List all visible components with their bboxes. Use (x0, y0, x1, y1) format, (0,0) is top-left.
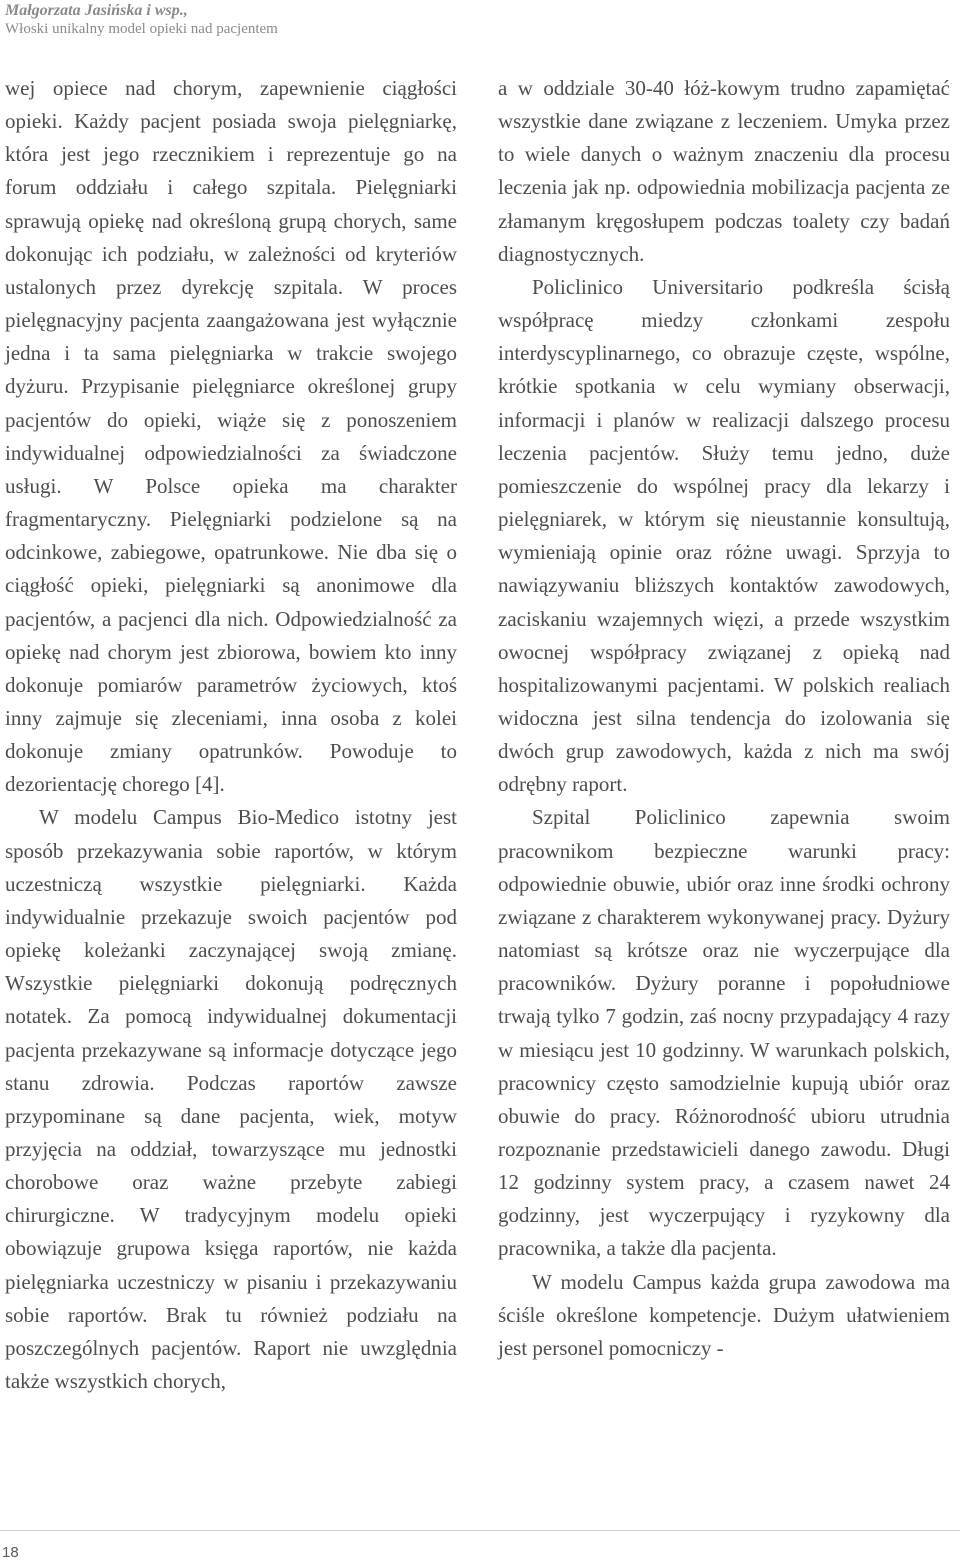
right-column (498, 72, 950, 1365)
page-number: 18 (2, 1544, 19, 1561)
right-paragraph-3: Szpital Policlinico zapewnia swoim pracownikom bezpieczne warunki pracy: odpowiednie obuwie, ubiór oraz inne środki ochrony związane z charakterem wykonywanej pracy. Dyżury natomiast są krótsze oraz nie wyczerpujące dla pracowników. Dyżury poranne i popołudniowe trwają tylko 7 godzin, zaś nocny przypadający 4 razy w miesiącu jest 10 godzinny. W warunkach polskich, pracownicy często samodzielnie kupują ubiór oraz obuwie do pracy. Różnorodność ubioru utrudnia rozpoznanie przedstawicieli danego zawodu. Długi 12 godzinny system pracy, a czasem nawet 24 godzinny, jest wyczerpujący i ryzykowny dla pracownika, a także dla pacjenta. (498, 805, 950, 1261)
right-paragraph-2: Policlinico Universitario podkreśla ścisłą współpracę miedzy członkami zespołu interdyscyplinarnego, co obrazuje częste, wspólne, krótkie spotkania w celu wymiany obserwacji, informacji i planów w realizacji dalszego procesu leczenia pacjentów. Służy temu jedno, duże pomieszczenie do wspólnej pracy dla lekarzy i pielęgniarek, w którym się nieustannie konsultują, wymieniają opinie oraz różne uwagi. Sprzyja to nawiązywaniu bliższych kontaktów zawodowych, zaciskaniu wzajemnych więzi, a przede wszystkim owocnej współpracy związanej z opieką nad hospitalizowanymi pacjentami. W polskich realiach widoczna jest silna tendencja do izolowania się dwóch grup zawodowych, każda z nich ma swój odrębny raport. (498, 274, 950, 797)
header-authors: Małgorzata Jasińska i wsp., (5, 2, 188, 19)
running-header (5, 2, 278, 38)
right-paragraph-4: W modelu Campus każda grupa zawodowa ma ściśle określone kompetencje. Dużym ułatwieniem jest personel pomocniczy - (498, 1269, 950, 1360)
footer-divider (0, 1530, 960, 1531)
left-column (5, 72, 457, 1398)
header-article-title: Włoski unikalny model opieki nad pacjentem (5, 21, 278, 37)
left-paragraph-2: W modelu Campus Bio-Medico istotny jest sposób przekazywania sobie raportów, w którym uczestniczą wszystkie pielęgniarki. Każda indywidualnie przekazuje swoich pacjentów pod opiekę koleżanki zaczynającej swoją zmianę. Wszystkie pielęgniarki dokonują podręcznych notatek. Za pomocą indywidualnej dokumentacji pacjenta przekazywane są informacje dotyczące jego stanu zdrowia. Podczas raportów zawsze przypominane są dane pacjenta, wiek, motyw przyjęcia na oddział, towarzyszące mu jednostki chorobowe oraz ważne przebyte zabiegi chirurgiczne. W tradycyjnym modelu opieki obowiązuje grupowa księga raportów, nie każda pielęgniarka uczestniczy w pisaniu i przekazywaniu sobie raportów. Brak tu również podziału na poszczególnych pacjentów. Raport nie uwzględnia także wszystkich chorych, (5, 805, 457, 1394)
left-paragraph-1: wej opiece nad chorym, zapewnienie ciągłości opieki. Każdy pacjent posiada swoja pielęgniarkę, która jest jego rzecznikiem i reprezentuje go na forum oddziału i całego szpitala. Pielęgniarki sprawują opiekę nad określoną grupą chorych, same dokonując ich podziału, w zależności od kryteriów ustalonych przez dyrekcję szpitala. W proces pielęgnacyjny pacjenta zaangażowana jest wyłącznie jedna i ta sama pielęgniarka w trakcie swojego dyżuru. Przypisanie pielęgniarce określonej grupy pacjentów do opieki, wiąże się z ponoszeniem indywidualnej odpowiedzialności za świadczone usługi. W Polsce opieka ma charakter fragmentaryczny. Pielęgniarki podzielone są na odcinkowe, zabiegowe, opatrunkowe. Nie dba się o ciągłość opieki, pielęgniarki są anonimowe dla pacjentów, a pacjenci dla nich. Odpowiedzialność za opiekę nad chorym jest zbiorowa, bowiem kto inny dokonuje pomiarów parametrów życiowych, ktoś inny zajmuje się zleceniami, inna osoba z kolei dokonuje zmiany opatrunków. Powoduje to dezorientację chorego [4]. (5, 76, 457, 797)
right-paragraph-1: a w oddziale 30-40 łóż-kowym trudno zapamiętać wszystkie dane związane z leczeniem. Umyka przez to wiele danych o ważnym znaczeniu dla procesu leczenia jak np. odpowiednia mobilizacja pacjenta ze złamanym kręgosłupem podczas toalety czy badań diagnostycznych. (498, 76, 950, 266)
